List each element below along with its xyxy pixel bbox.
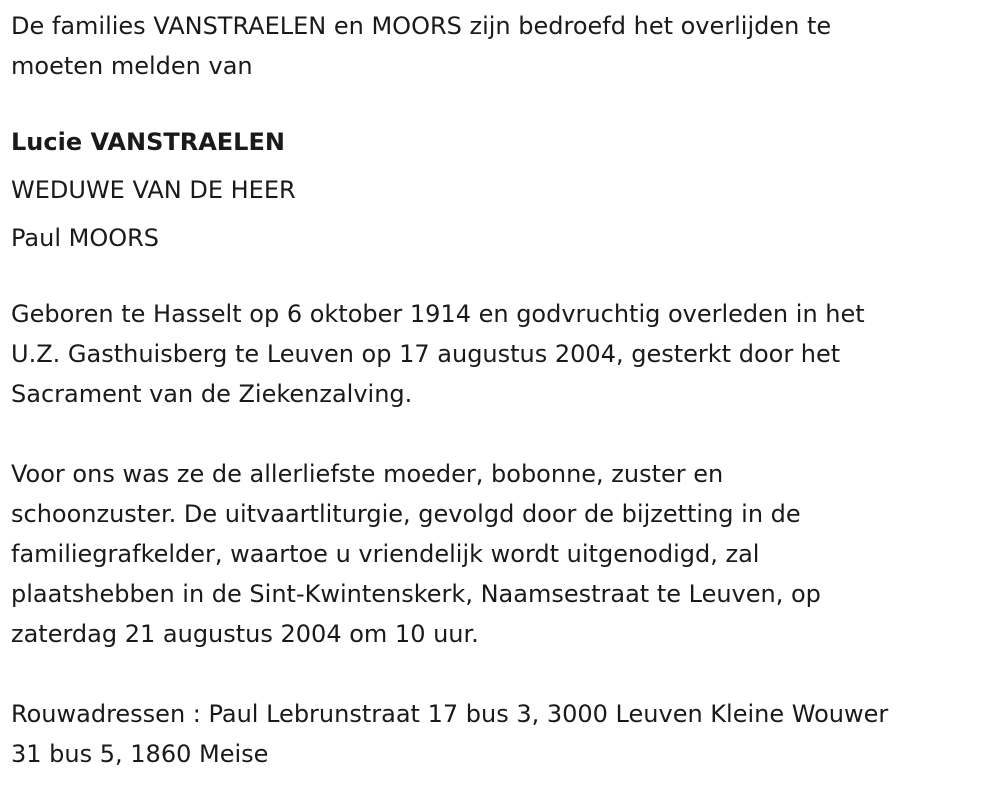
funeral-line-2: schoonzuster. De uitvaartliturgie, gevolgd door de bijzetting in de [11,500,801,528]
intro-paragraph [11,6,996,86]
birth-death-line-2: U.Z. Gasthuisberg te Leuven op 17 augustus 2004, gesterkt door het [11,340,841,368]
deceased-status: WEDUWE VAN DE HEER [11,176,296,204]
birth-death-line-3: Sacrament van de Ziekenzalving. [11,380,413,408]
spacer [11,262,996,294]
funeral-line-5: zaterdag 21 augustus 2004 om 10 uur. [11,620,479,648]
funeral-line-1: Voor ons was ze de allerliefste moeder, bobonne, zuster en [11,460,724,488]
spacer [11,86,996,118]
funeral-line-4: plaatshebben in de Sint-Kwintenskerk, Naamsestraat te Leuven, op [11,580,821,608]
birth-death-paragraph [11,294,996,414]
addresses-line-2: 31 bus 5, 1860 Meise [11,740,269,768]
addresses-line-1: Rouwadressen : Paul Lebrunstraat 17 bus 3, 3000 Leuven Kleine Wouwer [11,700,889,728]
obituary-document [11,6,996,774]
intro-line-2: moeten melden van [11,52,253,80]
funeral-line-3: familiegrafkelder, waartoe u vriendelijk wordt uitgenodigd, zal [11,540,760,568]
addresses-paragraph [11,694,996,774]
spouse-name: Paul MOORS [11,224,160,252]
deceased-name: Lucie VANSTRAELEN [11,128,285,156]
spacer [11,654,996,694]
spacer [11,414,996,454]
birth-death-line-1: Geboren te Hasselt op 6 oktober 1914 en godvruchtig overleden in het [11,300,865,328]
funeral-paragraph [11,454,996,654]
deceased-block [11,118,996,262]
intro-line-1: De families VANSTRAELEN en MOORS zijn bedroefd het overlijden te [11,12,832,40]
